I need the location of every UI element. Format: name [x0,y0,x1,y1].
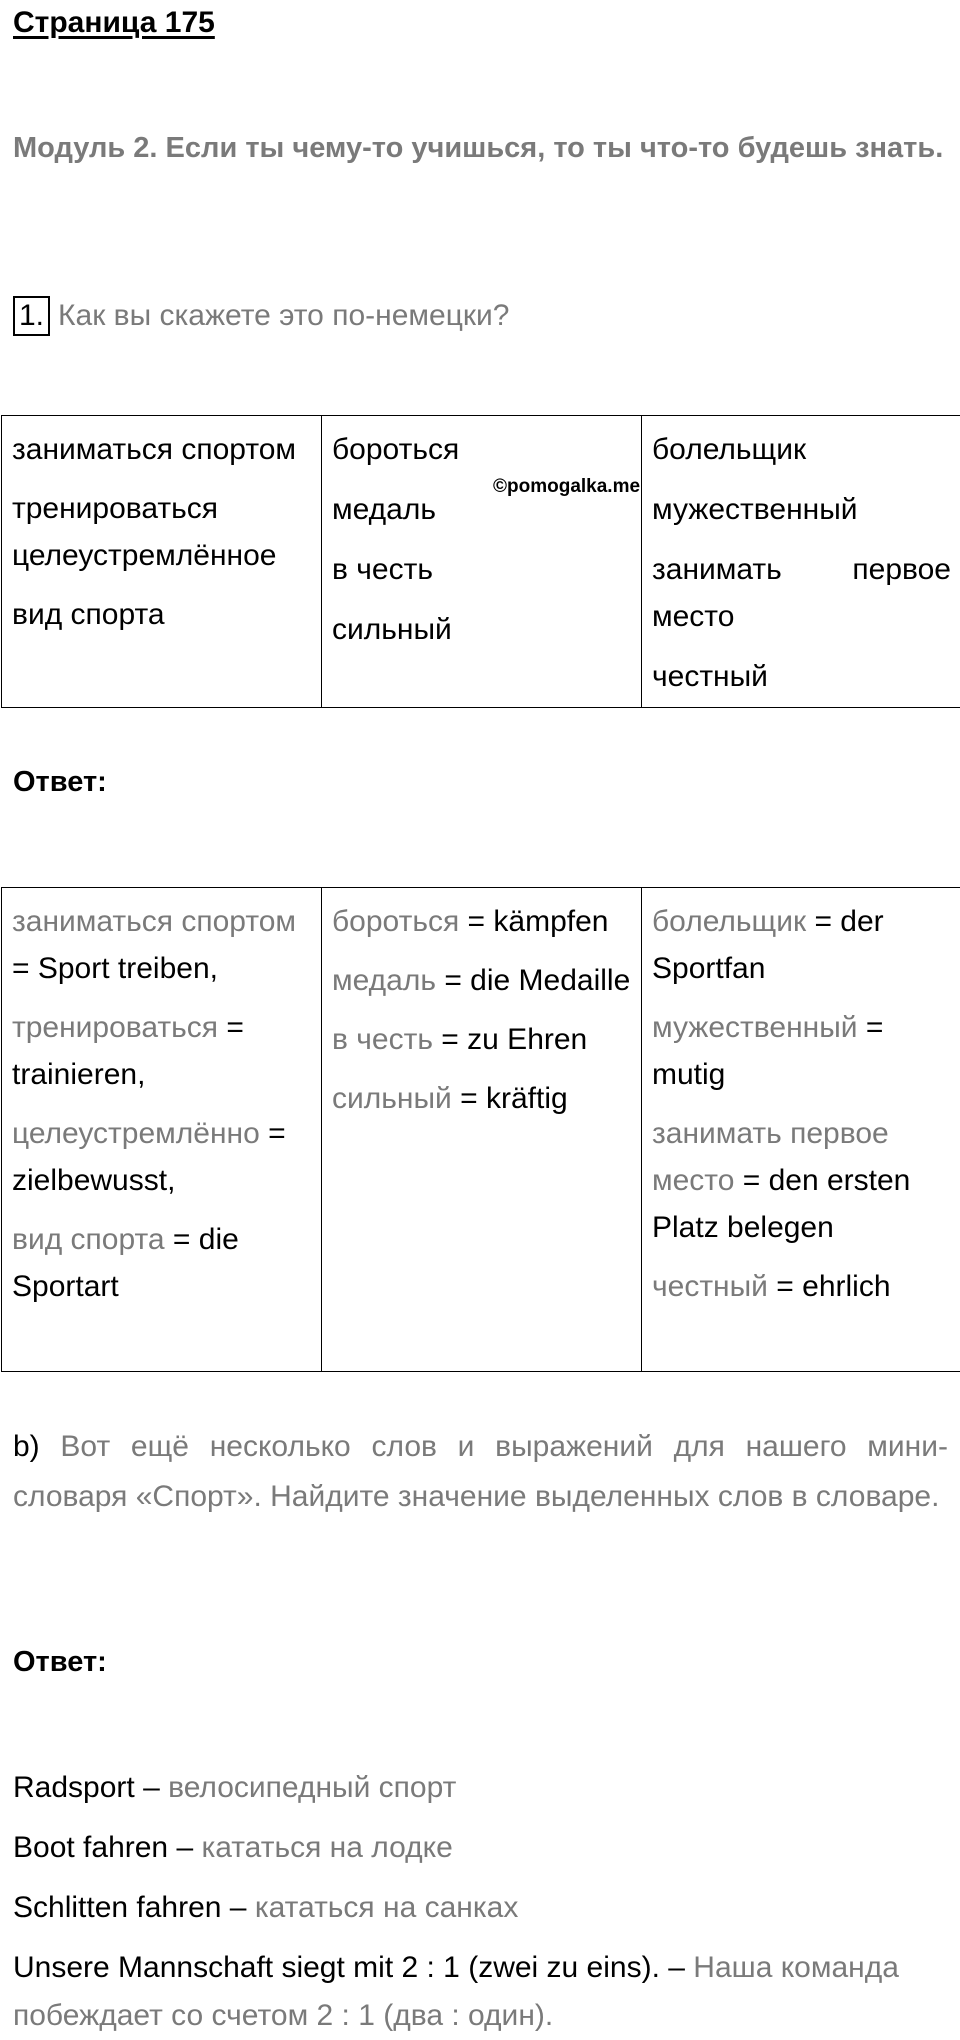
task-number-box: 1. [13,296,50,336]
translation-de: Boot fahren – [13,1831,201,1864]
task-text: Как вы скажете это по-немецки? [58,299,509,332]
translation-row [13,1818,948,1878]
part-b-instructions [13,1422,948,1522]
vocab-item: честный [652,653,951,700]
vocab-item: мужественный [652,486,951,533]
answer-de: = ehrlich [768,1270,891,1303]
answer-item [652,1110,951,1251]
answer-ru: в честь [332,1023,433,1056]
answer-de: = zielbewusst, [12,1117,286,1197]
answer-item [652,1263,951,1310]
answer-ru: бороться [332,905,459,938]
answer-de: = zu Ehren [433,1023,587,1056]
answer-item [332,1016,631,1063]
vocab-item: целеустремлённое [12,532,311,579]
answer-label-2: Ответ: [13,1646,107,1679]
answer-ru: медаль [332,964,436,997]
answer-label: Ответ: [13,766,107,799]
answer-item [332,957,631,1004]
answer-item [12,1110,311,1204]
vocab-column-1 [2,416,322,708]
translation-de: Radsport – [13,1771,168,1804]
answer-item [652,898,951,992]
translation-de: Unsere Mannschaft siegt mit 2 : 1 (zwei zu eins). – [13,1951,693,1984]
answer-de: = kräftig [452,1082,568,1115]
answer-item [12,1216,311,1310]
answer-ru: мужественный [652,1011,858,1044]
vocab-word: занимать [652,546,782,593]
vocab-item: в честь [332,546,631,593]
vocab-item: вид спорта [12,591,311,638]
module-heading: Модуль 2. Если ты чему-то учишься, то ты что-то будешь знать. [13,124,948,173]
answer-ru: сильный [332,1082,452,1115]
answer-item [332,1075,631,1122]
vocab-item: бороться [332,426,631,473]
translation-row [13,1878,948,1938]
part-b-letter: b) [13,1430,40,1463]
translation-row [13,1944,948,2040]
vocab-column-2 [322,416,642,708]
translation-list [13,1758,948,2040]
answer-de: = die Sportart [12,1223,239,1303]
vocab-item: тренироваться [12,485,311,532]
translation-ru: кататься на лодке [201,1831,452,1864]
answer-column-3 [642,888,960,1372]
answer-table [1,887,960,1372]
answer-ru: тренироваться [12,1011,218,1044]
vocab-item: медаль [332,486,631,533]
answer-ru: занимать первое место [652,1117,889,1197]
translation-de: Schlitten fahren – [13,1891,255,1924]
vocab-item-multiword [652,546,951,593]
task-1 [13,296,509,336]
answer-column-2 [322,888,642,1372]
vocabulary-table [1,415,960,708]
watermark: ©pomogalka.me [493,476,640,498]
vocab-item-continuation: место [652,593,951,640]
vocab-item: заниматься спортом [12,426,311,473]
answer-de: = Sport treiben, [12,952,218,985]
answer-ru: честный [652,1270,768,1303]
answer-de: = trainieren, [12,1011,244,1091]
answer-ru: целеустремлённо [12,1117,260,1150]
page-title: Страница 175 [13,6,215,40]
translation-ru: кататься на санках [255,1891,519,1924]
translation-ru: велосипедный спорт [168,1771,456,1804]
answer-column-1 [2,888,322,1372]
vocab-word: первое [852,546,951,593]
answer-de: = den ersten Platz belegen [652,1164,910,1244]
translation-row [13,1758,948,1818]
answer-item [12,898,311,992]
vocab-column-3 [642,416,960,708]
vocab-item: болельщик [652,426,951,473]
answer-item [332,898,631,945]
answer-de: = die Medaille [436,964,630,997]
part-b-text: Вот ещё несколько слов и выражений для нашего мини-словаря «Спорт». Найдите значение выделенных слов в словаре. [13,1430,948,1513]
answer-item [652,1004,951,1098]
answer-item [12,1004,311,1098]
translation-ru: Наша команда побеждает со счетом 2 : 1 (два : один). [13,1951,899,2032]
answer-ru: вид спорта [12,1223,165,1256]
vocab-item: сильный [332,606,631,653]
answer-de: = mutig [652,1011,883,1091]
answer-de: = der Sportfan [652,905,884,985]
answer-ru: болельщик [652,905,806,938]
answer-de: = kämpfen [459,905,608,938]
answer-ru: заниматься спортом [12,905,296,938]
